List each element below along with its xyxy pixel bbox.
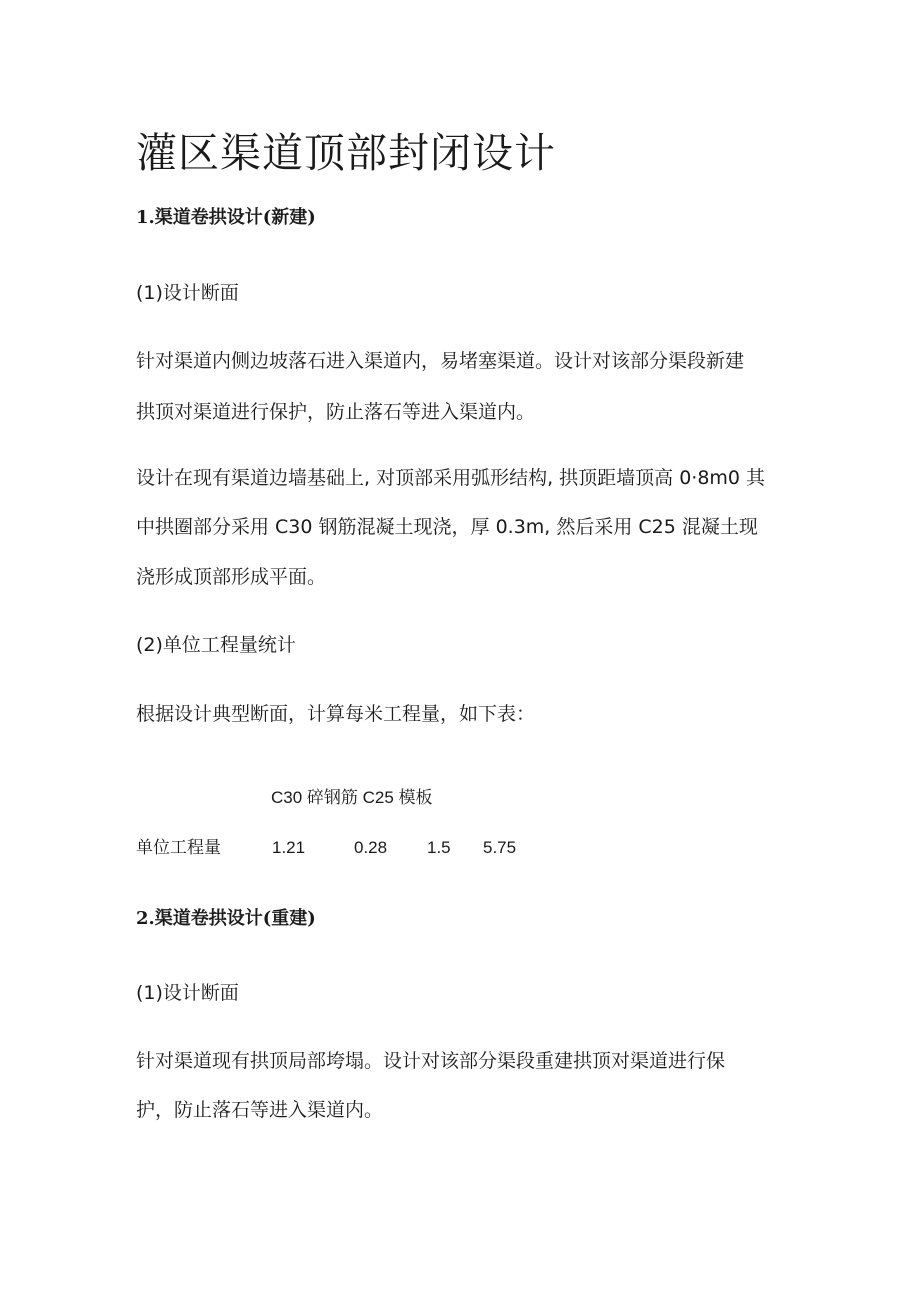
table-cell-formwork: 5.75	[483, 838, 517, 857]
paragraph-line: 针对渠道现有拱顶局部垮塌。设计对该部分渠段重建拱顶对渠道进行保	[136, 1050, 726, 1072]
paragraph-line: 浇形成顶部形成平面。	[136, 566, 327, 588]
table-cell-c25: 1.5	[427, 838, 451, 857]
section-1-subheading-quantity-statistics: (2)单位工程量统计	[136, 634, 296, 656]
paragraph-line: 设计在现有渠道边墙基础上, 对顶部采用弧形结构, 拱顶距墙顶高 0·8m0 其	[136, 467, 766, 489]
section-2-heading: 2.渠道卷拱设计(重建)	[136, 908, 316, 929]
section-1-subheading-design-section: (1)设计断面	[136, 282, 239, 304]
document-title: 灌区渠道顶部封闭设计	[136, 129, 556, 177]
paragraph-line: 拱顶对渠道进行保护，防止落石等进入渠道内。	[136, 401, 536, 423]
section-2-subheading-design-section: (1)设计断面	[136, 982, 239, 1004]
table-row-label: 单位工程量	[136, 838, 221, 858]
paragraph-line: 针对渠道内侧边坡落石进入渠道内，易堵塞渠道。设计对该部分渠段新建	[136, 350, 745, 372]
section-1-paragraph-3: 根据设计典型断面，计算每米工程量，如下表：	[136, 703, 536, 725]
table-cell-c30: 1.21	[272, 838, 306, 857]
section-1-heading: 1.渠道卷拱设计(新建)	[136, 207, 316, 228]
table-cell-rebar: 0.28	[354, 838, 388, 857]
paragraph-line: 护，防止落石等进入渠道内。	[136, 1099, 384, 1121]
paragraph-line: 中拱圈部分采用 C30 钢筋混凝土现浇，厚 0.3m, 然后采用 C25 混凝土现	[136, 516, 758, 538]
table-header: C30 碎钢筋 C25 模板	[271, 788, 433, 807]
